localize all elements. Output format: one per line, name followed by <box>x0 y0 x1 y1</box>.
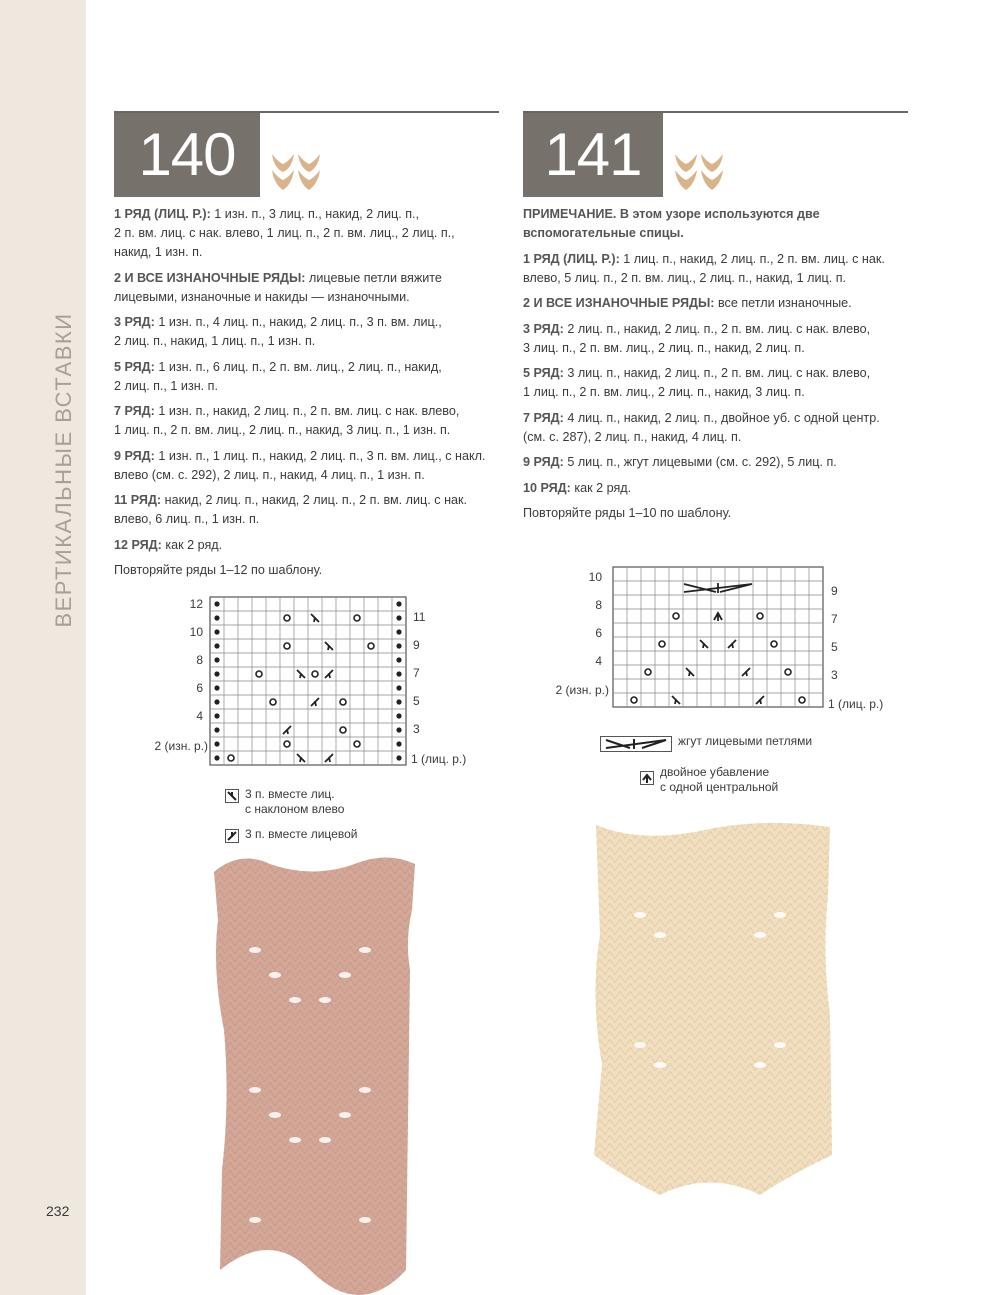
row-text: все петли изнаночные. <box>718 296 852 310</box>
row-label: 5 РЯД: <box>114 359 155 374</box>
stitch-leaves-icon <box>270 152 324 192</box>
note-line-1: В этом узоре используются две <box>619 207 820 221</box>
sidebar <box>0 0 86 1295</box>
instruction-row <box>114 269 504 307</box>
repeat-note-141: Повторяйте ряды 1–10 по шаблону. <box>523 506 732 520</box>
row-label: 9 РЯД: <box>523 455 564 469</box>
purl-dot <box>396 615 401 620</box>
knitted-swatch-141 <box>580 815 850 1205</box>
row-label: 1 РЯД (ЛИЦ. Р.): <box>523 251 620 266</box>
legend-item-141-1 <box>600 734 938 749</box>
purl-dot <box>396 657 401 662</box>
row-text: 2 лиц. п., накид, 1 лиц. п., 1 изн. п. <box>114 334 316 348</box>
row-label: 7 <box>831 612 838 626</box>
purl-dot <box>396 601 401 606</box>
row-label: 3 <box>831 668 838 682</box>
row-label: 8 <box>595 598 602 612</box>
row-label: 7 <box>413 666 420 680</box>
note-label: ПРИМЕЧАНИЕ. <box>523 207 617 221</box>
pattern-number-140: 140 <box>114 113 260 197</box>
instruction-row <box>114 536 504 555</box>
legend-item-141-2 <box>640 765 880 795</box>
purl-dot <box>396 685 401 690</box>
purl-dot <box>214 755 219 760</box>
swatch-texture <box>214 857 415 1295</box>
legend-label: 3 п. вместе лиц. <box>245 787 335 801</box>
purl-dot <box>396 727 401 732</box>
legend-label: с одной центральной <box>660 780 779 794</box>
row-text: 1 изн. п., 4 лиц. п., накид, 2 лиц. п., 3 п. вм. лиц., <box>158 315 442 329</box>
purl-dot <box>214 699 219 704</box>
knitted-swatch-140 <box>200 850 430 1295</box>
row-text: влево, 5 лиц. п., 2 п. вм. лиц., 2 лиц. п., накид, 1 лиц. п. <box>523 270 847 285</box>
row-label: 3 РЯД: <box>523 321 564 336</box>
row-label: 7 РЯД: <box>114 404 155 418</box>
purl-dot <box>214 657 219 662</box>
row-label: 9 РЯД: <box>114 448 155 463</box>
instruction-row <box>523 364 913 402</box>
instruction-row <box>114 358 504 396</box>
row-label: 1 (лиц. р.) <box>411 752 467 766</box>
row-label: 2 И ВСЕ ИЗНАНОЧНЫЕ РЯДЫ: <box>523 296 715 310</box>
legend-label: жгут лицевыми петлями <box>678 734 813 748</box>
row-text: 5 лиц. п., жгут лицевыми (см. с. 292), 5 лиц. п. <box>567 455 837 469</box>
pattern-141-instructions <box>523 205 913 530</box>
row-text: 1 лиц. п., 2 п. вм. лиц., 2 лиц. п., накид, 3 лиц. п. <box>523 385 805 399</box>
row-label: 10 <box>588 570 602 584</box>
row-text: 1 изн. п., 6 лиц. п., 2 п. вм. лиц., 2 лиц. п., накид, <box>158 359 442 374</box>
row-text: 3 лиц. п., 2 п. вм. лиц., 2 лиц. п., накид, 2 лиц. п. <box>523 340 805 355</box>
repeat-note-140: Повторяйте ряды 1–12 по шаблону. <box>114 563 323 577</box>
instruction-row <box>523 409 913 447</box>
instruction-row <box>523 250 913 288</box>
instruction-row <box>523 479 913 498</box>
instruction-row <box>114 313 504 351</box>
row-label: 6 <box>595 626 602 640</box>
purl-dot <box>214 727 219 732</box>
row-label: 1 (лиц. р.) <box>828 697 884 711</box>
row-label: 3 РЯД: <box>114 315 155 329</box>
purl-dot <box>396 629 401 634</box>
row-label: 12 <box>189 597 203 611</box>
purl-dot <box>214 629 219 634</box>
purl-dot <box>214 615 219 620</box>
instruction-row <box>114 447 504 485</box>
row-label: 4 <box>196 709 203 723</box>
row-text: лицевыми, изнаночные и накиды — изнаночными. <box>114 289 410 304</box>
purl-dot <box>396 671 401 676</box>
chart-140 <box>145 590 475 770</box>
row-text: 1 лиц. п., накид, 2 лиц. п., 2 п. вм. лиц. с нак. <box>623 251 885 266</box>
row-label: 8 <box>196 653 203 667</box>
purl-dot <box>214 741 219 746</box>
row-text: 2 лиц. п., 1 изн. п. <box>114 378 218 393</box>
row-label: 10 РЯД: <box>523 480 571 495</box>
row-text: (см. с. 287), 2 лиц. п., накид, 4 лиц. п. <box>523 429 742 444</box>
row-label: 12 РЯД: <box>114 537 162 552</box>
row-text: 3 лиц. п., накид, 2 лиц. п., 2 п. вм. лиц. с нак. влево, <box>567 366 871 380</box>
legend-label: с наклоном влево <box>245 802 345 816</box>
instruction-row <box>523 320 913 358</box>
row-text: влево (см. с. 292), 2 лиц. п., накид, 4 лиц. п., 1 изн. п. <box>114 467 425 482</box>
row-text: 2 лиц. п., накид, 2 лиц. п., 2 п. вм. лиц. с нак. влево, <box>567 321 871 336</box>
chart-141 <box>545 563 895 723</box>
pattern-140-instructions <box>114 205 504 587</box>
instruction-row <box>523 453 913 472</box>
instruction-row <box>114 205 504 262</box>
legend-label: двойное убавление <box>660 765 770 779</box>
section-title: ВЕРТИКАЛЬНЫЕ ВСТАВКИ <box>51 312 76 628</box>
pattern-number-141: 141 <box>523 113 663 197</box>
row-text: 2 п. вм. лиц. с нак. влево, 1 лиц. п., 2 п. вм. лиц., 2 лиц. п., <box>114 226 455 240</box>
purl-dot <box>214 601 219 606</box>
stitch-leaves-icon <box>673 152 727 192</box>
purl-dot <box>396 643 401 648</box>
swatch-texture <box>594 823 832 1195</box>
cable-knit-icon <box>600 736 672 752</box>
row-label: 11 <box>413 610 426 624</box>
row-text: накид, 1 изн. п. <box>114 245 203 259</box>
row-label: 5 <box>831 640 838 654</box>
row-text: 1 изн. п., накид, 2 лиц. п., 2 п. вм. лиц. с нак. влево, <box>158 404 460 418</box>
row-label: 11 РЯД: <box>114 493 162 507</box>
legend-item-140-1 <box>225 787 445 817</box>
purl-dot <box>214 671 219 676</box>
purl-dot <box>396 699 401 704</box>
purl-dot <box>396 755 401 760</box>
row-text: 4 лиц. п., накид, 2 лиц. п., двойное уб. с одной центр. <box>567 410 880 425</box>
three-together-left-lean-icon <box>225 789 239 803</box>
row-label: 2 (изн. р.) <box>154 739 208 753</box>
row-text: как 2 ряд. <box>165 537 223 552</box>
instruction-row <box>523 294 913 313</box>
row-text: 1 лиц. п., 2 п. вм. лиц., 2 лиц. п., накид, 3 лиц. п., 1 изн. п. <box>114 423 451 437</box>
row-label: 2 (изн. р.) <box>555 683 609 697</box>
row-label: 10 <box>189 625 203 639</box>
purl-dot <box>214 685 219 690</box>
row-text: 1 изн. п., 1 лиц. п., накид, 2 лиц. п., 3 п. вм. лиц., с накл. <box>158 448 486 463</box>
row-label: 5 РЯД: <box>523 366 564 380</box>
note-141 <box>523 205 913 243</box>
legend-label: 3 п. вместе лицевой <box>245 827 358 841</box>
row-label: 9 <box>831 584 838 598</box>
chart-140-grid <box>210 597 406 765</box>
purl-dot <box>214 643 219 648</box>
row-label: 7 РЯД: <box>523 410 564 425</box>
purl-dot <box>396 713 401 718</box>
instruction-row <box>114 402 504 440</box>
row-label: 1 РЯД (ЛИЦ. Р.): <box>114 207 211 221</box>
purl-dot <box>396 741 401 746</box>
row-text: как 2 ряд. <box>574 480 632 495</box>
purl-dot <box>214 713 219 718</box>
page-number: 232 <box>46 1203 70 1219</box>
row-label: 9 <box>413 638 420 652</box>
note-line-2: вспомогательные спицы. <box>523 226 684 240</box>
instruction-row <box>114 491 504 529</box>
row-text: влево, 6 лиц. п., 1 изн. п. <box>114 512 260 526</box>
row-text: 1 изн. п., 3 лиц. п., накид, 2 лиц. п., <box>214 207 420 221</box>
row-text: накид, 2 лиц. п., накид, 2 лиц. п., 2 п. вм. лиц. с нак. <box>164 493 468 507</box>
row-label: 6 <box>196 681 203 695</box>
row-label: 3 <box>413 722 420 736</box>
row-text: лицевые петли вяжите <box>309 270 442 285</box>
row-label: 4 <box>595 654 602 668</box>
row-label: 5 <box>413 694 420 708</box>
three-together-knit-icon <box>225 829 239 843</box>
double-decrease-central-icon <box>640 771 654 785</box>
row-label: 2 И ВСЕ ИЗНАНОЧНЫЕ РЯДЫ: <box>114 270 306 285</box>
legend-item-140-2 <box>225 827 445 842</box>
